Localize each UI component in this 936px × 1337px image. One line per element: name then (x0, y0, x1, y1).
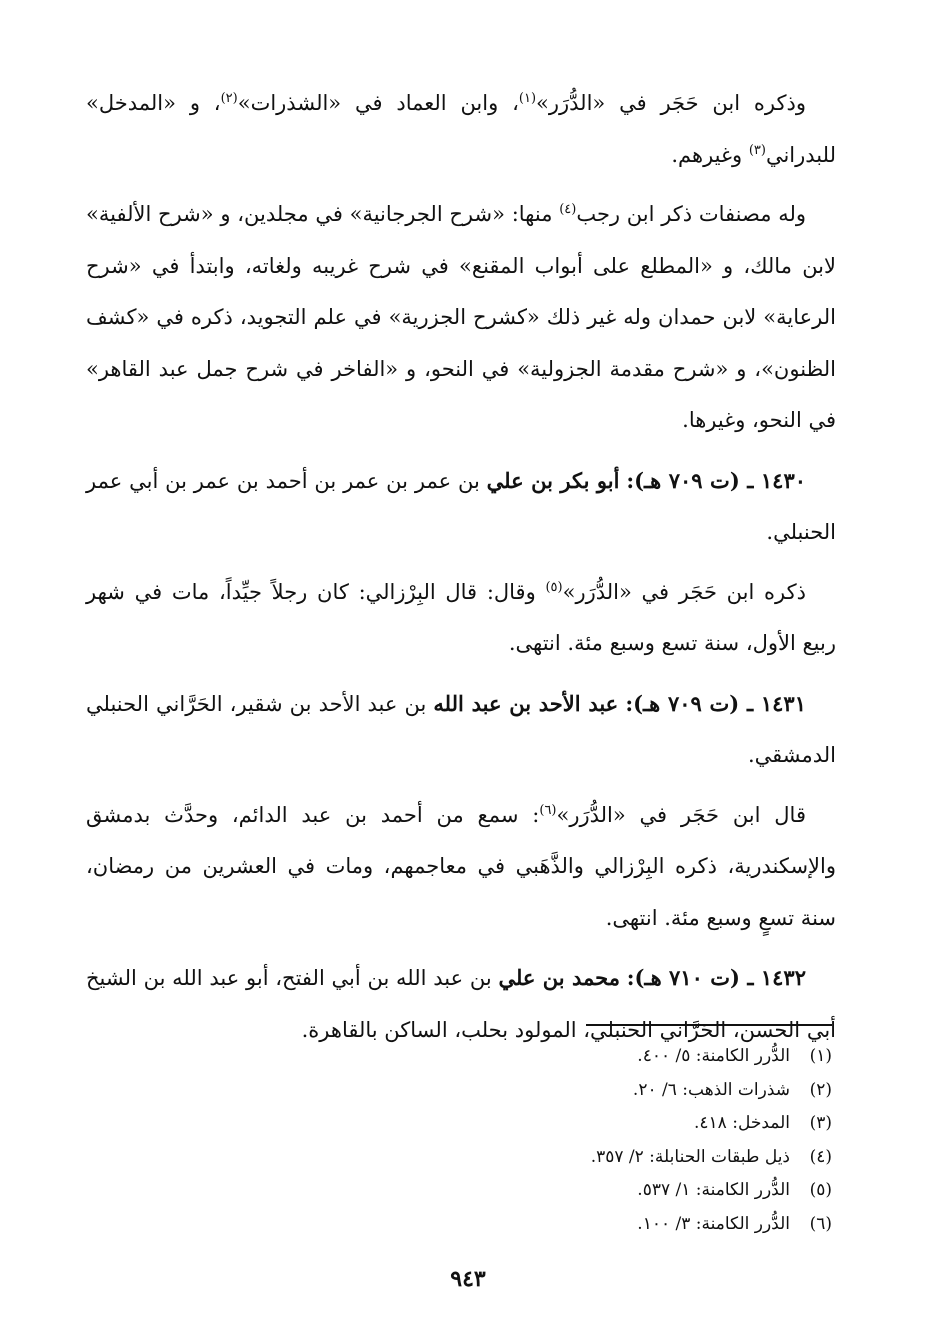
footnote-1 (420, 1040, 832, 1074)
text-run: وذكره ابن حَجَر في «الدُّرَر» (536, 91, 806, 115)
text-run: وله مصنفات ذكر ابن رجب (576, 202, 806, 226)
text-run: : سمع من أحمد بن عبد الدائم، وحدَّث بدمشق والإسكندرية، ذكره البِرْزالي والذَّهَبي في معاجمهم، ومات في العشرين من رمضان، سنة تسعٍ وسبع مئة. انتهى. (86, 802, 836, 930)
footnote-ref-5[interactable]: (٥) (545, 579, 563, 595)
text-run: وقال: قال البِرْزالي: كان رجلاً جيِّداً، مات في شهر ربيع الأول، سنة تسع وسبع مئة. انتهى. (86, 579, 836, 655)
footnote-number: (٤) (809, 1146, 832, 1167)
entry-name: عبد الأحد بن عبد الله (433, 690, 619, 716)
footnote-ref-3[interactable]: (٣) (748, 142, 766, 158)
page-body (86, 78, 836, 1064)
entry-name: أبو بكر بن علي (486, 467, 620, 493)
footnote-text: الدُّرر الكامنة: ٣/ ١٠٠. (637, 1213, 790, 1234)
footnote-3 (420, 1107, 832, 1141)
footnote-5 (420, 1174, 832, 1208)
footnote-number: (٦) (809, 1213, 832, 1234)
footnotes (420, 1040, 832, 1242)
footnote-text: شذرات الذهب: ٦/ ٢٠. (632, 1079, 790, 1100)
entry-1431-heading (86, 678, 836, 782)
footnote-separator (586, 1024, 832, 1026)
entry-number: ١٤٣٠ ـ (ت ٧٠٩ هـ): (626, 467, 807, 493)
entry-1430-body (86, 567, 836, 670)
entry-lineage: بن عمر بن عمر بن أحمد بن عمر بن أبي عمر الحنبلي. (86, 468, 836, 544)
footnote-text: الدُّرر الكامنة: ٥/ ٤٠٠. (637, 1046, 790, 1066)
footnote-6 (420, 1208, 832, 1242)
entry-lineage: بن عبد الله بن أبي الفتح، أبو عبد الله بن الشيخ أبي الحسن، الحَرَّاني الحنبلي، المولود بحلب، الساكن بالقاهرة. (86, 966, 836, 1042)
entry-lineage: بن عبد الأحد بن شقير، الحَرَّاني الحنبلي الدمشقي. (86, 691, 836, 767)
page-number: ٩٤٣ (450, 1266, 486, 1292)
entry-number: ١٤٣٢ ـ (ت ٧١٠ هـ): (626, 965, 806, 990)
footnote-ref-1[interactable]: (١) (518, 91, 537, 106)
text-run: وغيرهم. (671, 142, 749, 167)
footnote-2 (420, 1074, 832, 1108)
footnote-text: الدُّرر الكامنة: ١/ ٥٣٧. (637, 1180, 790, 1201)
footnote-text: ذيل طبقات الحنابلة: ٢/ ٣٥٧. (590, 1146, 790, 1167)
footnote-ref-6[interactable]: (٦) (539, 802, 557, 818)
footnote-number: (٣) (809, 1113, 832, 1134)
paragraph-1 (86, 78, 836, 181)
entry-1430-heading (86, 455, 836, 559)
entry-number: ١٤٣١ ـ (ت ٧٠٩ هـ): (625, 690, 806, 716)
text-run: ذكره ابن حَجَر في «الدُّرَر» (562, 579, 806, 604)
text-run: قال ابن حَجَر في «الدُّرَر» (556, 802, 806, 827)
footnote-number: (٢) (809, 1079, 832, 1100)
footnote-number: (١) (809, 1046, 832, 1066)
entry-1431-body (86, 790, 836, 945)
footnote-4 (420, 1141, 832, 1175)
footnote-text: المدخل: ٤١٨. (694, 1113, 790, 1134)
text-run: ، وابن العماد في «الشذرات» (237, 91, 519, 115)
footnote-number: (٥) (809, 1180, 832, 1201)
text-run: ، و «المدخل» للبدراني (86, 91, 836, 167)
footnote-ref-2[interactable]: (٢) (220, 91, 238, 106)
paragraph-2 (86, 189, 836, 447)
entry-name: محمد بن علي (498, 965, 620, 990)
footnote-ref-4[interactable]: (٤) (559, 202, 577, 217)
text-run: منها: «شرح الجرجانية» في مجلدين، و «شرح الألفية» لابن مالك، و «المطلع على أبواب المقنع» في شرح غريبه ولغاته، وابتدأ في «شرح الرعاية» لابن حمدان وله غير ذلك «كشرح الجزرية» في علم التجويد، ذكره في «كشف الظنون»، و «شرح مقدمة الجزولية» في النحو، و «الفاخر في شرح جمل عبد القاهر» في النحو، وغيرها. (86, 202, 836, 432)
